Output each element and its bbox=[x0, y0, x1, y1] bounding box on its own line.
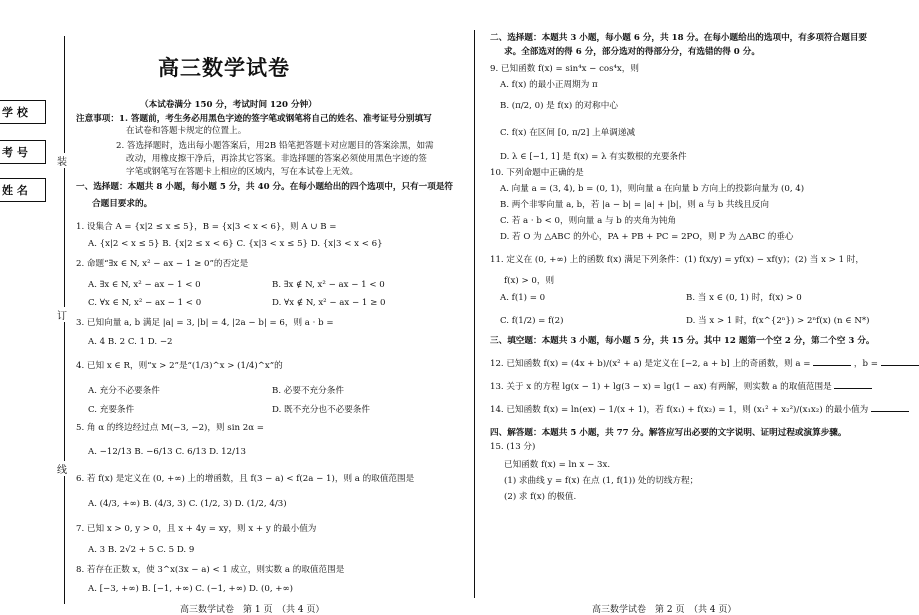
binding-char-xian: 线 bbox=[57, 461, 67, 476]
q8-options: A. [−3, +∞) B. [−1, +∞) C. (−1, +∞) D. (0, +∞) bbox=[88, 584, 294, 594]
q4-option-c: C. 充要条件 bbox=[88, 405, 135, 415]
q4-option-d: D. 既不充分也不必要条件 bbox=[272, 405, 370, 415]
q9-option-b: B. (π/2, 0) 是 f(x) 的对称中心 bbox=[500, 101, 618, 111]
q7: 7. 已知 x > 0, y > 0，且 x + 4y = xy，则 x + y 的最小值为 bbox=[76, 524, 317, 534]
q2-option-c: C. ∀x ∈ N, x² − ax − 1 < 0 bbox=[88, 298, 202, 308]
q12 bbox=[490, 357, 919, 370]
notes-line-2: 在试卷和答题卡规定的位置上。 bbox=[126, 126, 247, 136]
q6: 6. 若 f(x) 是定义在 (0, +∞) 上的增函数，且 f(3 − a) < f(2a − 1)，则 a 的取值范围是 bbox=[76, 474, 415, 484]
q4-option-b: B. 必要不充分条件 bbox=[272, 386, 344, 396]
q3-options: A. 4 B. 2 C. 1 D. −2 bbox=[88, 337, 173, 347]
q11: 11. 定义在 (0, +∞) 上的函数 f(x) 满足下列条件：(1) f(x/y) = yf(x) − xf(y)；(2) 当 x > 1 时， bbox=[490, 255, 864, 265]
q5-options: A. −12/13 B. −6/13 C. 6/13 D. 12/13 bbox=[88, 447, 246, 457]
q9-option-c: C. f(x) 在区间 [0, π/2] 上单调递减 bbox=[500, 128, 636, 138]
q12-blank-b bbox=[881, 357, 919, 366]
q9-option-d: D. λ ∈ [−1, 1] 是 f(x) = λ 有实数根的充要条件 bbox=[500, 152, 687, 162]
q12-text-b: ，b = bbox=[853, 359, 878, 369]
q7-options: A. 3 B. 2√2 + 5 C. 5 D. 9 bbox=[88, 545, 195, 555]
notes-line-1: 注意事项：1. 答题前，考生务必用黑色字迹的签字笔或钢笔将自己的姓名、准考证号分别填写 bbox=[76, 114, 432, 124]
q14-text: 14. 已知函数 f(x) = ln(ex) − 1/(x + 1)，若 f(x₁) + f(x₂) = 1，则 (x₁² + x₂²)/(x₁x₂) 的最小值为 bbox=[490, 405, 869, 415]
section1-heading-cont: 合题目要求的。 bbox=[92, 199, 153, 209]
q13 bbox=[490, 380, 872, 393]
section2-heading: 二、选择题：本题共 3 小题，每小题 6 分，共 18 分。在每小题给出的选项中，有多项符合题目要 bbox=[490, 33, 868, 43]
q10-option-d: D. 若 O 为 △ABC 的外心，PA + PB + PC = 2PO，则 P 为 △ABC 的垂心 bbox=[500, 232, 794, 242]
q8: 8. 若存在正数 x，使 3^x(3x − a) < 1 成立，则实数 a 的取值范围是 bbox=[76, 565, 345, 575]
section4-heading: 四、解答题：本题共 5 小题，共 77 分。解答应写出必要的文字说明、证明过程或演算步骤。 bbox=[490, 428, 847, 438]
q15-part2: (2) 求 f(x) 的极值. bbox=[504, 492, 577, 502]
section3-heading: 三、填空题：本题共 3 小题，每小题 5 分，共 15 分。其中 12 题第一个空 2 分，第二个空 3 分。 bbox=[490, 336, 875, 346]
q10-option-a: A. 向量 a = (3, 4), b = (0, 1)，则向量 a 在向量 b 方向上的投影向量为 (0, 4) bbox=[500, 184, 805, 194]
q11-option-a: A. f(1) = 0 bbox=[500, 293, 546, 303]
name-box bbox=[0, 178, 46, 202]
q11-option-b: B. 当 x ∈ (0, 1) 时，f(x) > 0 bbox=[686, 293, 802, 303]
q4: 4. 已知 x ∈ R，则“x > 2”是“(1/3)^x > (1/4)^x”的 bbox=[76, 361, 283, 371]
q10-option-c: C. 若 a · b < 0，则向量 a 与 b 的夹角为钝角 bbox=[500, 216, 677, 226]
school-box bbox=[0, 100, 46, 124]
q3: 3. 已知向量 a, b 满足 |a| = 3, |b| = 4, |2a − b| = 6，则 a · b = bbox=[76, 318, 334, 328]
notes-line-3: 2. 答选择题时，选出每小题答案后，用2B 铅笔把答题卡对应题目的答案涂黑，如需 bbox=[116, 141, 434, 151]
section2-heading-cont: 求。全部选对的得 6 分，部分选对的得部分分，有选错的得 0 分。 bbox=[504, 47, 760, 57]
q14 bbox=[490, 403, 909, 416]
page-divider bbox=[474, 30, 475, 598]
binding-char-ding: 订 bbox=[57, 307, 67, 322]
q2-option-b: B. ∃x ∉ N, x² − ax − 1 < 0 bbox=[272, 280, 385, 290]
q11-cont: f(x) > 0，则 bbox=[504, 276, 555, 286]
school-label: 学 校 bbox=[2, 106, 28, 119]
page-title: 高三数学试卷 bbox=[158, 55, 290, 80]
q2: 2. 命题“∃x ∈ N, x² − ax − 1 ≥ 0”的否定是 bbox=[76, 259, 249, 269]
q13-blank bbox=[834, 380, 872, 389]
q12-blank-a bbox=[813, 357, 851, 366]
q2-option-d: D. ∀x ∉ N, x² − ax − 1 ≥ 0 bbox=[272, 298, 386, 308]
exam-number-label: 考 号 bbox=[2, 146, 28, 159]
q9-option-a: A. f(x) 的最小正周期为 π bbox=[500, 80, 598, 90]
name-label: 姓 名 bbox=[2, 184, 28, 197]
page1-footer: 高三数学试卷 第 1 页 （共 4 页） bbox=[180, 605, 325, 615]
q4-option-a: A. 充分不必要条件 bbox=[88, 386, 160, 396]
exam-number-box bbox=[0, 140, 46, 164]
q10: 10. 下列命题中正确的是 bbox=[490, 168, 584, 178]
q12-text: 12. 已知函数 f(x) = (4x + b)/(x² + a) 是定义在 [−2, a + b] 上的奇函数，则 a = bbox=[490, 359, 811, 369]
q11-option-c: C. f(1/2) = f(2) bbox=[500, 316, 564, 326]
q9: 9. 已知函数 f(x) = sin⁴x − cos⁴x，则 bbox=[490, 64, 639, 74]
q15-stem: 已知函数 f(x) = ln x − 3x. bbox=[504, 460, 611, 470]
q10-option-b: B. 两个非零向量 a, b，若 |a − b| = |a| + |b|，则 a 与 b 共线且反向 bbox=[500, 200, 769, 210]
q14-blank bbox=[871, 403, 909, 412]
notes-line-4: 改动，用橡皮擦干净后，再涂其它答案。非选择题的答案必须使用黑色字迹的签 bbox=[126, 154, 427, 164]
exam-info: （本试卷满分 150 分，考试时间 120 分钟） bbox=[140, 100, 317, 110]
q5: 5. 角 α 的终边经过点 M(−3, −2)，则 sin 2α = bbox=[76, 423, 264, 433]
q15: 15. (13 分) bbox=[490, 442, 536, 452]
q2-option-a: A. ∃x ∈ N, x² − ax − 1 < 0 bbox=[88, 280, 201, 290]
q1-options: A. {x|2 < x ≤ 5} B. {x|2 ≤ x < 6} C. {x|3 < x ≤ 5} D. {x|3 < x < 6} bbox=[88, 239, 383, 249]
binding-char-zhuang: 装 bbox=[57, 153, 67, 168]
q11-option-d: D. 当 x > 1 时，f(x^{2ⁿ}) > 2ⁿf(x) (n ∈ N*) bbox=[686, 316, 870, 326]
page2-footer: 高三数学试卷 第 2 页 （共 4 页） bbox=[592, 605, 737, 615]
q13-text: 13. 关于 x 的方程 lg(x − 1) + lg(3 − x) = lg(1 − ax) 有两解，则实数 a 的取值范围是 bbox=[490, 382, 832, 392]
q1: 1. 设集合 A = {x|2 ≤ x ≤ 5}，B = {x|3 < x < 6}，则 A ∪ B = bbox=[76, 222, 337, 232]
notes-line-5: 字笔或钢笔写在答题卡上相应的区域内，写在本试卷上无效。 bbox=[126, 167, 359, 177]
section1-heading: 一、选择题：本题共 8 小题，每小题 5 分，共 40 分。在每小题给出的四个选项中，只有一项是符 bbox=[76, 182, 454, 192]
q6-options: A. (4/3, +∞) B. (4/3, 3) C. (1/2, 3) D. (1/2, 4/3) bbox=[88, 499, 287, 509]
q15-part1: (1) 求曲线 y = f(x) 在点 (1, f(1)) 处的切线方程； bbox=[504, 476, 699, 486]
